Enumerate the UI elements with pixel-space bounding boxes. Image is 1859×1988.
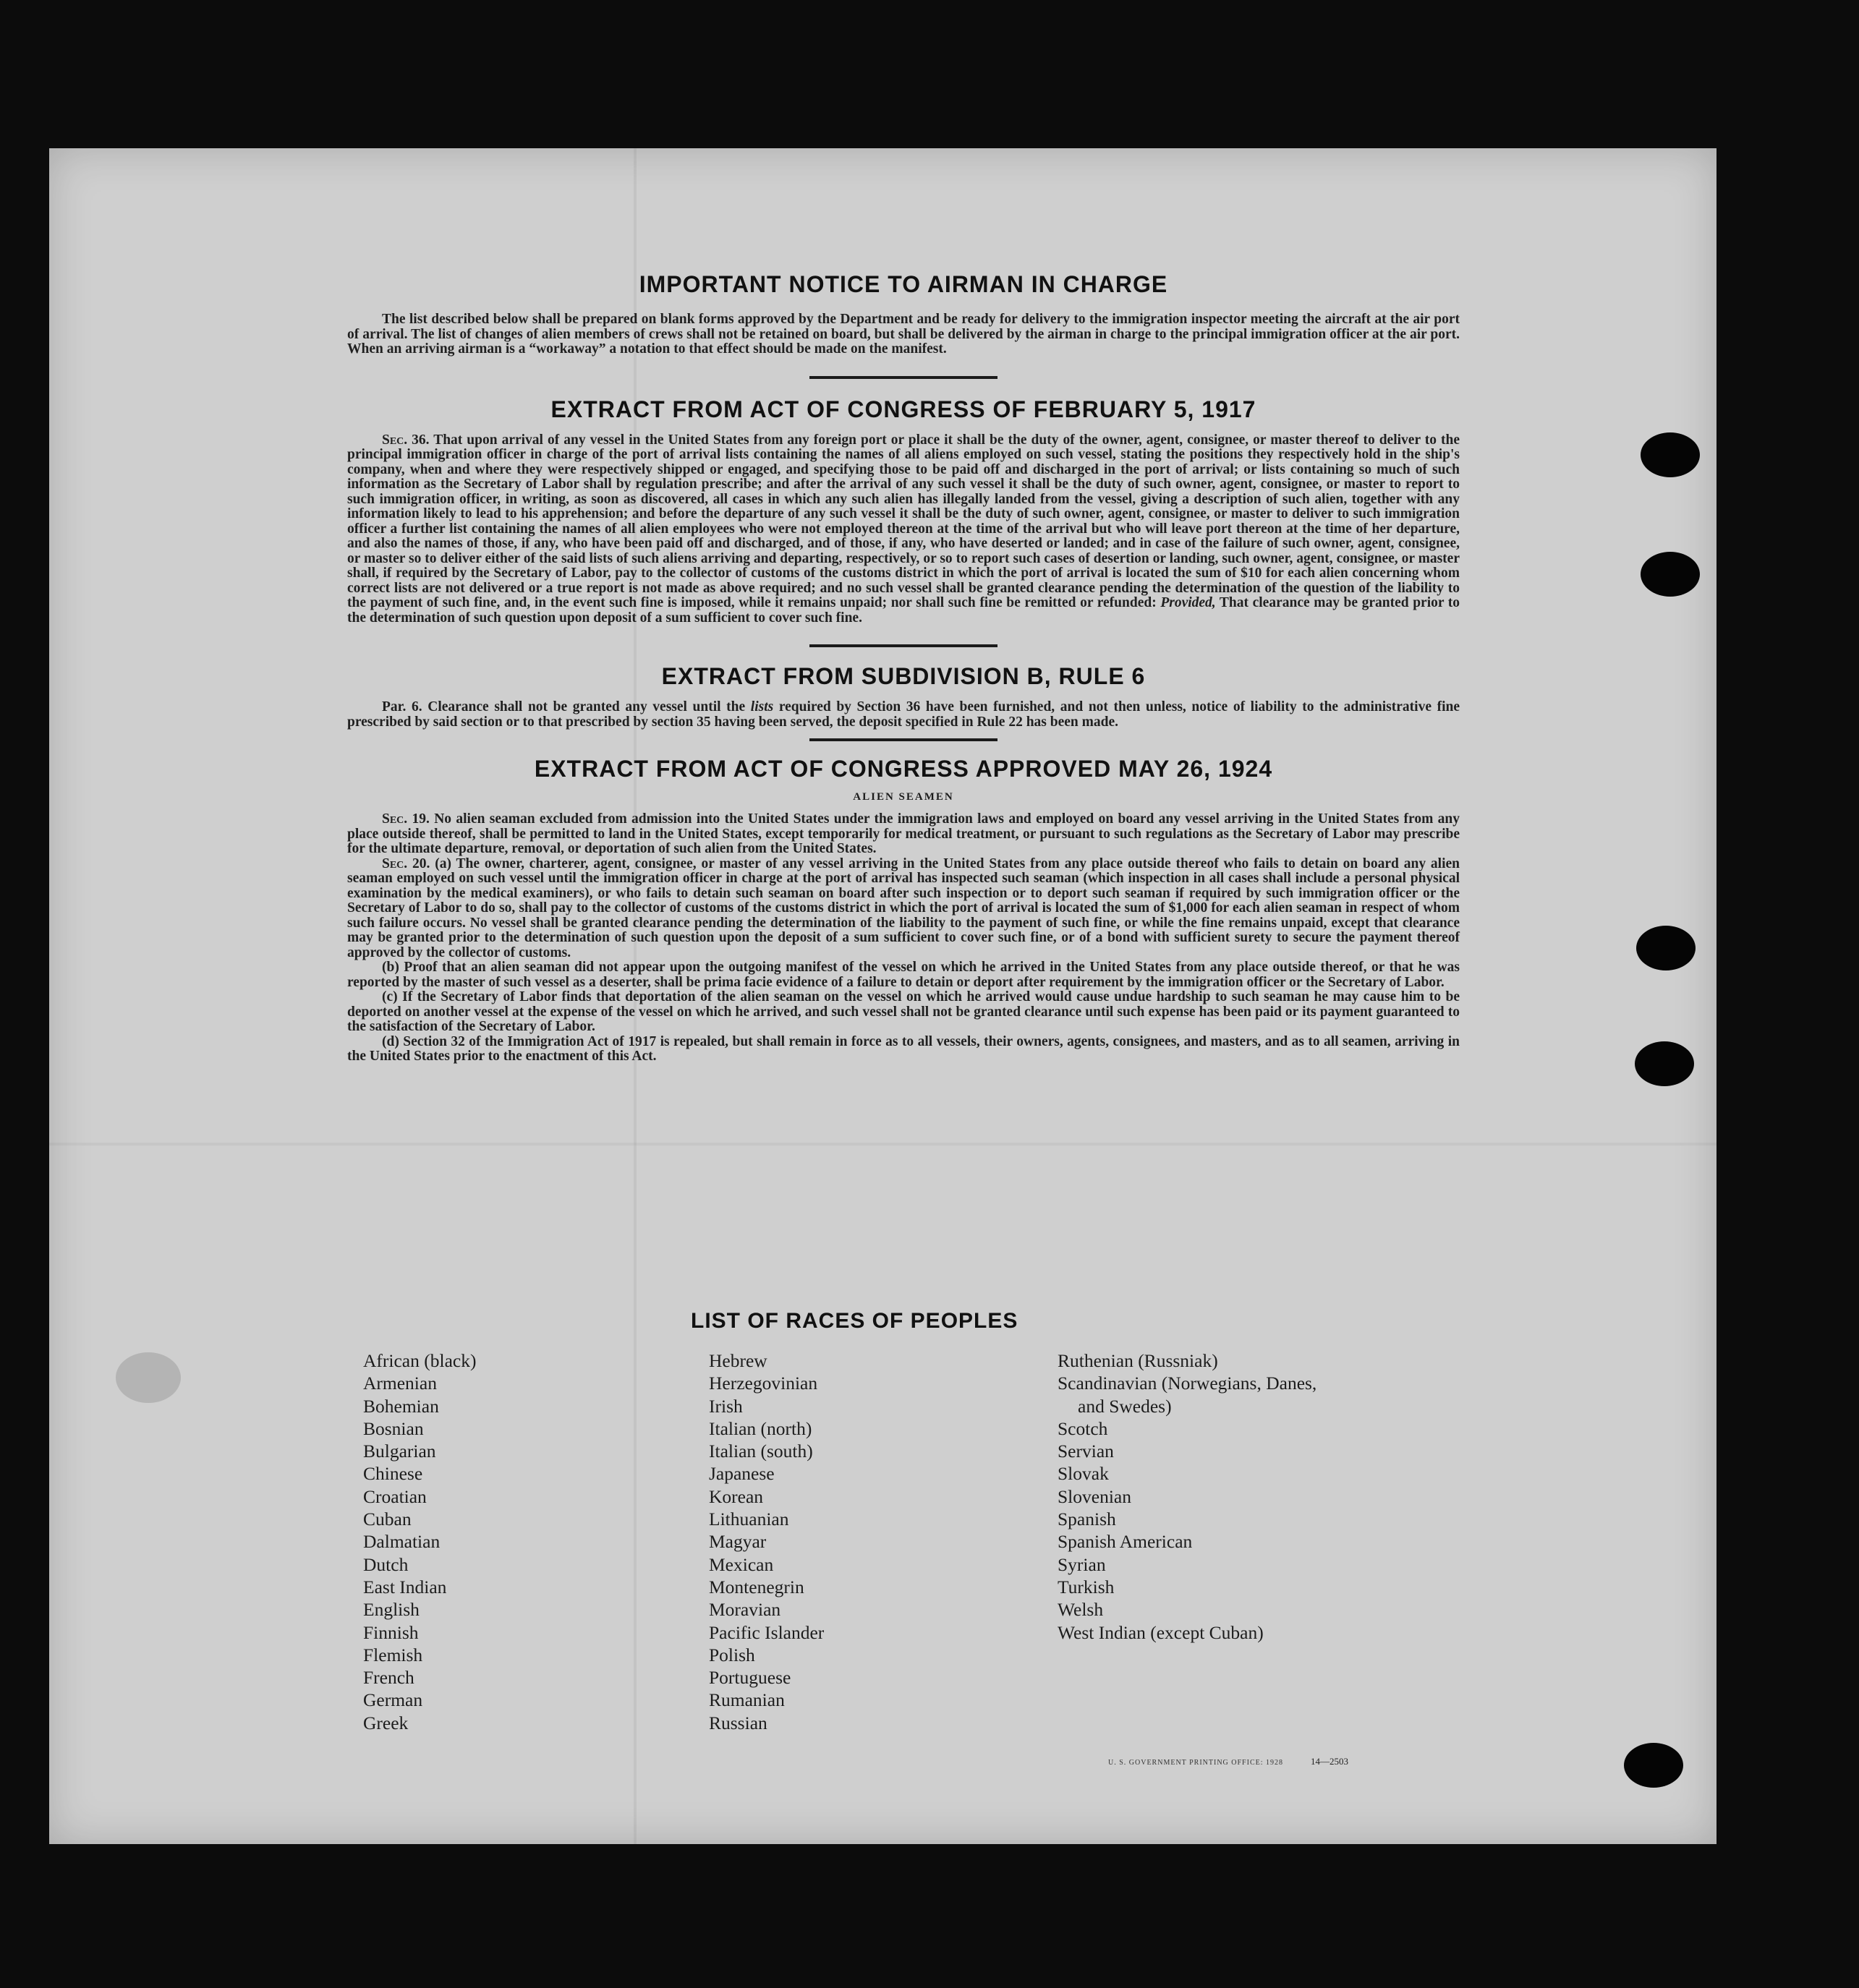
race-item: African (black) bbox=[363, 1350, 477, 1371]
race-item: Italian (north) bbox=[709, 1417, 812, 1439]
race-item: Pacific Islander bbox=[709, 1621, 825, 1643]
race-item: German bbox=[363, 1689, 423, 1711]
act-1917-body bbox=[347, 433, 1460, 626]
form-number: 14—2503 bbox=[1311, 1756, 1348, 1767]
section-label: Sec. 36. bbox=[382, 432, 430, 448]
punch-hole bbox=[1635, 1041, 1694, 1086]
printer-imprint: U. S. GOVERNMENT PRINTING OFFICE: 1928 bbox=[1108, 1759, 1283, 1767]
race-item: Dutch bbox=[363, 1553, 409, 1575]
race-item: Scandinavian (Norwegians, Danes, bbox=[1058, 1373, 1317, 1394]
race-item: Slovak bbox=[1058, 1463, 1109, 1485]
races-column-3 bbox=[1058, 1349, 1316, 1644]
race-item: Flemish bbox=[363, 1644, 423, 1665]
race-item: Dalmatian bbox=[363, 1531, 441, 1553]
race-item: Slovenian bbox=[1058, 1485, 1131, 1507]
race-item: Turkish bbox=[1058, 1576, 1115, 1597]
provided-italic: Provided, bbox=[1160, 595, 1216, 610]
race-item: Cuban bbox=[363, 1509, 412, 1530]
alien-seamen-subtitle: ALIEN SEAMEN bbox=[853, 791, 954, 803]
race-item: Russian bbox=[709, 1712, 767, 1733]
race-item: Servian bbox=[1058, 1441, 1114, 1462]
race-item: Polish bbox=[709, 1644, 755, 1665]
document-page bbox=[49, 148, 1717, 1844]
race-item: Greek bbox=[363, 1712, 409, 1733]
section-label: Sec. 20. bbox=[382, 856, 430, 871]
divider bbox=[809, 376, 997, 379]
sec-20b-body: (b) Proof that an alien seaman did not appear upon the outgoing manifest of the vessel on which he arrived in the United States from any place outside thereof, or that he was reported by the master of such vessel as a deserter, shall be prima facie evidence of a failure to detain or deport after requirement by the immigration officer or the Secretary of Labor. bbox=[347, 960, 1460, 990]
race-item: Magyar bbox=[709, 1531, 767, 1553]
race-item: Finnish bbox=[363, 1621, 419, 1643]
divider bbox=[809, 738, 997, 741]
race-item: Moravian bbox=[709, 1599, 781, 1621]
race-item: Mexican bbox=[709, 1553, 774, 1575]
race-item: Rumanian bbox=[709, 1689, 785, 1711]
races-column-2 bbox=[709, 1349, 824, 1734]
lists-italic: lists bbox=[750, 699, 774, 714]
punch-hole bbox=[1624, 1743, 1683, 1788]
act-1917-text: That upon arrival of any vessel in the United States from any foreign port or place it shall be the duty of the owner, agent, consignee, or master thereof to deliver to the principal immigration officer in charge of the port of arrival lists containing the names of all aliens employed on such vessel, stating the positions they respectively hold in the ship's company, when and where they were respectively shipped or engaged, and specifying those to be paid off and discharged in the port of arrival; or lists containing so much of such information as the Secretary of Labor shall by regulation prescribe; and after the arrival of any such vessel it shall be the duty of such owner, agent, consignee, or master to report to such immigration officer, in writing, as soon as discovered, all cases in which any such alien has illegally landed from the vessel, giving a description of such alien, together with any information likely to lead to his apprehension; and before the departure of any such vessel it shall be the duty of such owner, agent, consignee, or master to deliver to such immigration officer a further list containing the names of all alien employees who were not employed thereon at the time of the arrival but who will leave port thereon at the time of her departure, and also the names of those, if any, who have been paid off and discharged, and of those, if any, who have deserted or landed; and in case of the failure of such owner, agent, consignee, or master so to deliver either of the said lists of such aliens arriving and departing, respectively, or so to report such cases of desertion or landing, such owner, agent, consignee, or master shall, if required by the Secretary of Labor, pay to the collector of customs of the customs district in which the port of arrival is located the sum of $10 for each alien concerning whom correct lists are not delivered or a true report is not made as above required; and no such vessel shall be granted clearance pending the determination of the question of the liability to the payment of such fine, and, in the event such fine is imposed, while it remains unpaid; nor shall such fine be remitted or refunded: bbox=[347, 432, 1460, 610]
race-item: Welsh bbox=[1058, 1599, 1104, 1621]
race-item: Bosnian bbox=[363, 1417, 424, 1439]
rule-6-title: EXTRACT FROM SUBDIVISION B, RULE 6 bbox=[661, 663, 1146, 689]
race-item: Bohemian bbox=[363, 1395, 439, 1417]
race-item: West Indian (except Cuban) bbox=[1058, 1621, 1264, 1643]
rule-6-text: Par. 6. Clearance shall not be granted any vessel until the bbox=[382, 699, 746, 714]
punch-hole bbox=[1636, 926, 1696, 970]
act-1917-title: EXTRACT FROM ACT OF CONGRESS OF FEBRUARY 5, 1917 bbox=[550, 396, 1256, 422]
race-item: Armenian bbox=[363, 1373, 437, 1394]
race-item: Japanese bbox=[709, 1463, 775, 1485]
race-item: Italian (south) bbox=[709, 1441, 813, 1462]
section-label: Sec. 19. bbox=[382, 811, 430, 827]
race-item: Montenegrin bbox=[709, 1576, 804, 1597]
race-item: Croatian bbox=[363, 1485, 427, 1507]
sec-19-body bbox=[347, 812, 1460, 857]
race-item: Korean bbox=[709, 1485, 764, 1507]
sec-20c-body: (c) If the Secretary of Labor finds that deportation of the alien seaman on the vessel on which he arrived would cause undue hardship to such seaman he may cause him to be deported on another vessel at the expense of the vessel on which he arrived, and such vessel shall not be granted clearance until such expense has been paid or its payment guaranteed to the satisfaction of the Secretary of Labor. bbox=[347, 989, 1460, 1034]
race-item: Syrian bbox=[1058, 1553, 1106, 1575]
act-1924-title: EXTRACT FROM ACT OF CONGRESS APPROVED MAY 26, 1924 bbox=[534, 756, 1273, 782]
race-item: Herzegovinian bbox=[709, 1373, 818, 1394]
rule-6-body bbox=[347, 700, 1460, 730]
race-item: Irish bbox=[709, 1395, 743, 1417]
race-item: Spanish American bbox=[1058, 1531, 1193, 1553]
race-item: Portuguese bbox=[709, 1667, 791, 1689]
race-item: Chinese bbox=[363, 1463, 423, 1485]
races-list-title: LIST OF RACES OF PEOPLES bbox=[691, 1309, 1018, 1333]
race-item: Spanish bbox=[1058, 1509, 1116, 1530]
punch-hole bbox=[1641, 552, 1700, 597]
notice-title: IMPORTANT NOTICE TO AIRMAN IN CHARGE bbox=[639, 271, 1168, 297]
punch-hole bbox=[1641, 432, 1700, 477]
sec-19-text: No alien seaman excluded from admission into the United States under the immigration laws and employed on board any vessel arriving in the United States from any place outside thereof, shall be permitted to land in the United States, except temporarily for medical treatment, or pursuant to such regulations as the Secretary of Labor may prescribe for the ultimate departure, removal, or deportation of such alien from the United States. bbox=[347, 811, 1460, 856]
race-item: Scotch bbox=[1058, 1417, 1108, 1439]
notice-body: The list described below shall be prepared on blank forms approved by the Department and be ready for delivery to the immigration inspector meeting the aircraft at the air port of arrival. The list of changes of alien members of crews shall not be retained on board, but shall be delivered by the airman in charge to the principal immigration officer at the air port. When an arriving airman is a “workaway” a notation to that effect should be made on the manifest. bbox=[347, 312, 1460, 357]
document-body bbox=[347, 271, 1460, 1065]
race-item: East Indian bbox=[363, 1576, 447, 1597]
race-item: English bbox=[363, 1599, 420, 1621]
race-items-rest bbox=[1058, 1417, 1316, 1644]
fold-line-horizontal bbox=[49, 1143, 1717, 1146]
sec-20a-text: (a) The owner, charterer, agent, consignee, or master of any vessel arriving in the United States from any place outside thereof who fails to detain on board any alien seaman employed on such vessel until the immigration officer in charge at the port of arrival has inspected such seaman (which inspection in all cases shall include a personal physical examination by the medical examiners), or who fails to detain such seaman on board after such inspection or to deport such seaman if required by such immigration officer or the Secretary of Labor to do so, shall pay to the collector of customs of the customs district in which the port of arrival is located the sum of $1,000 for each alien seaman in respect of whom such failure occurs. No vessel shall be granted clearance pending the determination of the liability to the payment of such fine, or while the fine remains unpaid, except that clearance may be granted prior to the determination of such question upon the deposit of a sum sufficient to cover such fine, or of a bond with sufficient surety to secure the payment thereof approved by the collector of customs. bbox=[347, 856, 1460, 960]
race-item: Hebrew bbox=[709, 1350, 767, 1371]
act-1917-text-end: That clearance may be granted prior to the determination of such question upon deposit of a sum sufficient to cover such fine. bbox=[347, 595, 1460, 626]
race-item: Lithuanian bbox=[709, 1509, 789, 1530]
sec-20a-body bbox=[347, 857, 1460, 961]
race-item-continuation: and Swedes) bbox=[1078, 1395, 1172, 1417]
stain-mark bbox=[116, 1352, 181, 1403]
race-item: French bbox=[363, 1667, 414, 1689]
sec-20d-body: (d) Section 32 of the Immigration Act of 1917 is repealed, but shall remain in force as to all vessels, their owners, agents, consignees, and masters, and as to all seamen, arriving in the United States prior to the enactment of this Act. bbox=[347, 1033, 1460, 1064]
race-item: Ruthenian (Russniak) bbox=[1058, 1350, 1218, 1371]
divider bbox=[809, 644, 997, 647]
races-column-1 bbox=[363, 1349, 476, 1734]
race-item: Bulgarian bbox=[363, 1441, 436, 1462]
rule-6-text-end: required by Section 36 have been furnished, and not then unless, notice of liability to the administrative fine prescribed by said section or to that prescribed by section 35 having been served, the deposit specified in Rule 22 has been made. bbox=[347, 699, 1460, 730]
